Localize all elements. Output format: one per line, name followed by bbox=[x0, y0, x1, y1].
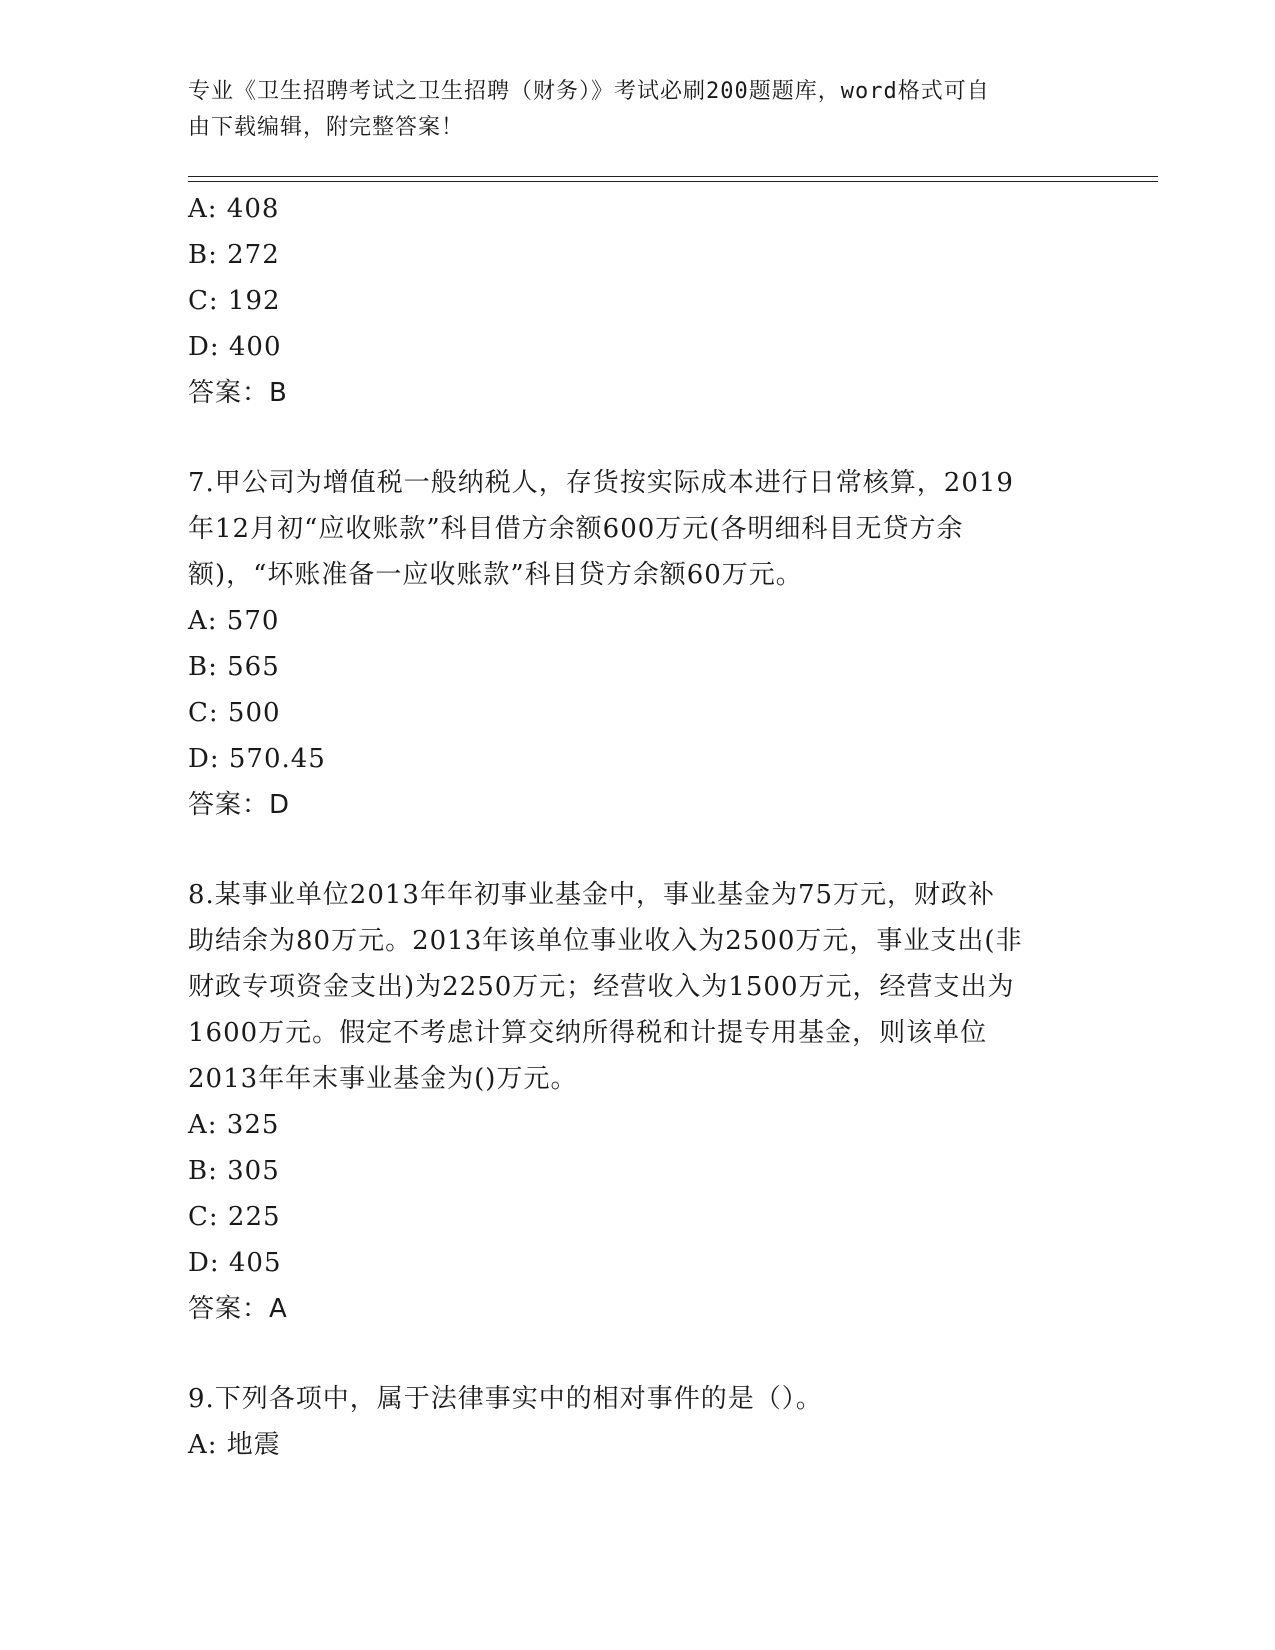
header-line-1: 专业《卫生招聘考试之卫生招聘（财务）》考试必刷200题题库，word格式可自 bbox=[188, 79, 990, 104]
option-d: D: 400 bbox=[188, 332, 282, 362]
option-b: B: 305 bbox=[188, 1156, 280, 1186]
question-7 bbox=[188, 460, 1088, 828]
option-c: C: 500 bbox=[188, 698, 281, 728]
answer: 答案：B bbox=[188, 378, 288, 408]
option-d: D: 570.45 bbox=[188, 744, 326, 774]
question-line: 9.下列各项中，属于法律事实中的相对事件的是（）。 bbox=[188, 1384, 823, 1414]
question-line: 财政专项资金支出)为2250万元；经营收入为1500万元，经营支出为 bbox=[188, 972, 1015, 1002]
question-line: 额)，“坏账准备一应收账款”科目贷方余额60万元。 bbox=[188, 560, 803, 590]
document-header bbox=[188, 74, 1068, 146]
question-line: 2013年年末事业基金为()万元。 bbox=[188, 1064, 578, 1094]
question-line: 1600万元。假定不考虑计算交纳所得税和计提专用基金，则该单位 bbox=[188, 1018, 988, 1048]
answer: 答案：D bbox=[188, 790, 291, 820]
question-8 bbox=[188, 872, 1088, 1332]
answer: 答案：A bbox=[188, 1294, 288, 1324]
option-b: B: 272 bbox=[188, 240, 280, 270]
option-a: A: 地震 bbox=[188, 1430, 281, 1460]
option-a: A: 408 bbox=[188, 194, 280, 224]
option-c: C: 225 bbox=[188, 1202, 281, 1232]
header-divider-top bbox=[188, 176, 1158, 177]
option-a: A: 325 bbox=[188, 1110, 280, 1140]
question-line: 8.某事业单位2013年年初事业基金中，事业基金为75万元，财政补 bbox=[188, 880, 996, 910]
option-a: A: 570 bbox=[188, 606, 280, 636]
option-b: B: 565 bbox=[188, 652, 280, 682]
header-line-2: 由下载编辑，附完整答案！ bbox=[188, 115, 465, 140]
question-text bbox=[188, 872, 1088, 1102]
question-text bbox=[188, 1376, 1088, 1422]
question-list bbox=[188, 186, 1088, 1468]
question-line: 助结余为80万元。2013年该单位事业收入为2500万元，事业支出(非 bbox=[188, 926, 1023, 956]
header-divider-bottom bbox=[188, 181, 1158, 182]
option-c: C: 192 bbox=[188, 286, 281, 316]
question-6 bbox=[188, 186, 1088, 416]
question-text bbox=[188, 460, 1088, 598]
question-line: 年12月初“应收账款”科目借方余额600万元(各明细科目无贷方余 bbox=[188, 514, 964, 544]
option-d: D: 405 bbox=[188, 1248, 282, 1278]
question-9 bbox=[188, 1376, 1088, 1468]
question-line: 7.甲公司为增值税一般纳税人，存货按实际成本进行日常核算，2019 bbox=[188, 468, 1014, 498]
